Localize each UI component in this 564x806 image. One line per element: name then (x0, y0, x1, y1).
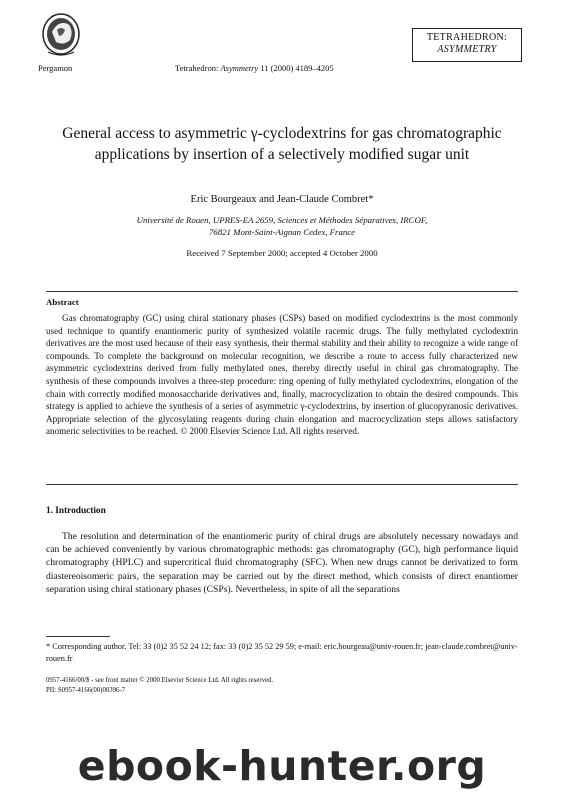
section-heading-introduction: 1. Introduction (46, 506, 106, 516)
footnote-rule (46, 636, 110, 637)
publisher-name: Pergamon (38, 63, 73, 73)
journal-name-box (412, 28, 522, 62)
abstract-top-rule (46, 291, 518, 292)
abstract-heading: Abstract (46, 297, 79, 307)
front-matter-info: 0957-4166/00/$ - see front matter © 2000 Elsevier Science Ltd. All rights reserved. PII: S0957-4166(00)00396-7 (46, 677, 274, 694)
received-date: Received 7 September 2000; accepted 4 October 2000 (186, 248, 378, 258)
author-list: Eric Bourgeaux and Jean-Claude Combret* (190, 194, 374, 205)
watermark-text: ebook-hunter.org (77, 742, 487, 790)
abstract-bottom-rule (46, 484, 518, 485)
elsevier-tree-logo (40, 12, 82, 60)
journal-name-line1: TETRAHEDRON: (426, 32, 508, 43)
corresponding-author-footnote: * Corresponding author. Tel: 33 (0)2 35 52 24 12; fax: 33 (0)2 35 52 29 59; e-mail: eric.bourgeau@univ-rouen.fr; jean-claude.combret@univ-rouen.fr (46, 642, 518, 663)
article-title: General access to asymmetric γ-cyclodextrins for gas chromatographic applications by insertion of a selectively modiﬁed sugar unit (62, 125, 502, 163)
journal-citation: Tetrahedron: Asymmetry 11 (2000) 4189–4205 (175, 63, 334, 73)
abstract-text: Gas chromatography (GC) using chiral stationary phases (CSPs) based on modiﬁed cyclodextrins is the most commonly used technique to quantify enantiomeric purity of synthesized volatile racemic drugs. The fully methylated cyclodextrin derivatives are the most used because of their easy synthesis, their thermal stability and their ability to recognize a wide range of compounds. To complete the background on molecular recognition, we describe a route to access fully characterized new asymmetric cyclodextrins derived from fully methylated ones, thereby directly useful in chiral gas chromatography. The synthesis of these compounds involves a three-step procedure: ring opening of fully methylated cyclodextrins, elongation of the chain with correctly modiﬁed monosaccharide derivatives and, ﬁnally, macrocyclization to obtain the desired compounds. This strategy is applied to achieve the synthesis of a series of asymmetric γ-cyclodextrins, by insertion of glucopyranosic derivatives. Appropriate selection of the glycosylating reagents during chain elongation and macrocyclization steps allows satisfactory anomeric selectivities to be reached. © 2000 Elsevier Science Ltd. All rights reserved. (46, 313, 518, 437)
journal-name-line2: ASYMMETRY (437, 44, 497, 55)
introduction-text: The resolution and determination of the enantiomeric purity of chiral drugs are absolutely necessary nowadays and can be achieved conveniently by various chromatographic methods: gas chromatography (GC), high performance liquid chromatography (HPLC) and supercritical ﬂuid chromatography (SFC). When new drugs cannot be derivatized to form diastereoisomeric pairs, the separation may be carried out by the direct method, which consists of direct enantiomer separation using chiral stationary phases (CSPs). Nevertheless, in spite of all the separations (46, 531, 518, 595)
author-affiliation: Université de Rouen, UPRES-EA 2659, Sciences et Méthodes Séparatives, IRCOF, 76821 Mont-Saint-Aignan Cedex, France (136, 215, 428, 237)
